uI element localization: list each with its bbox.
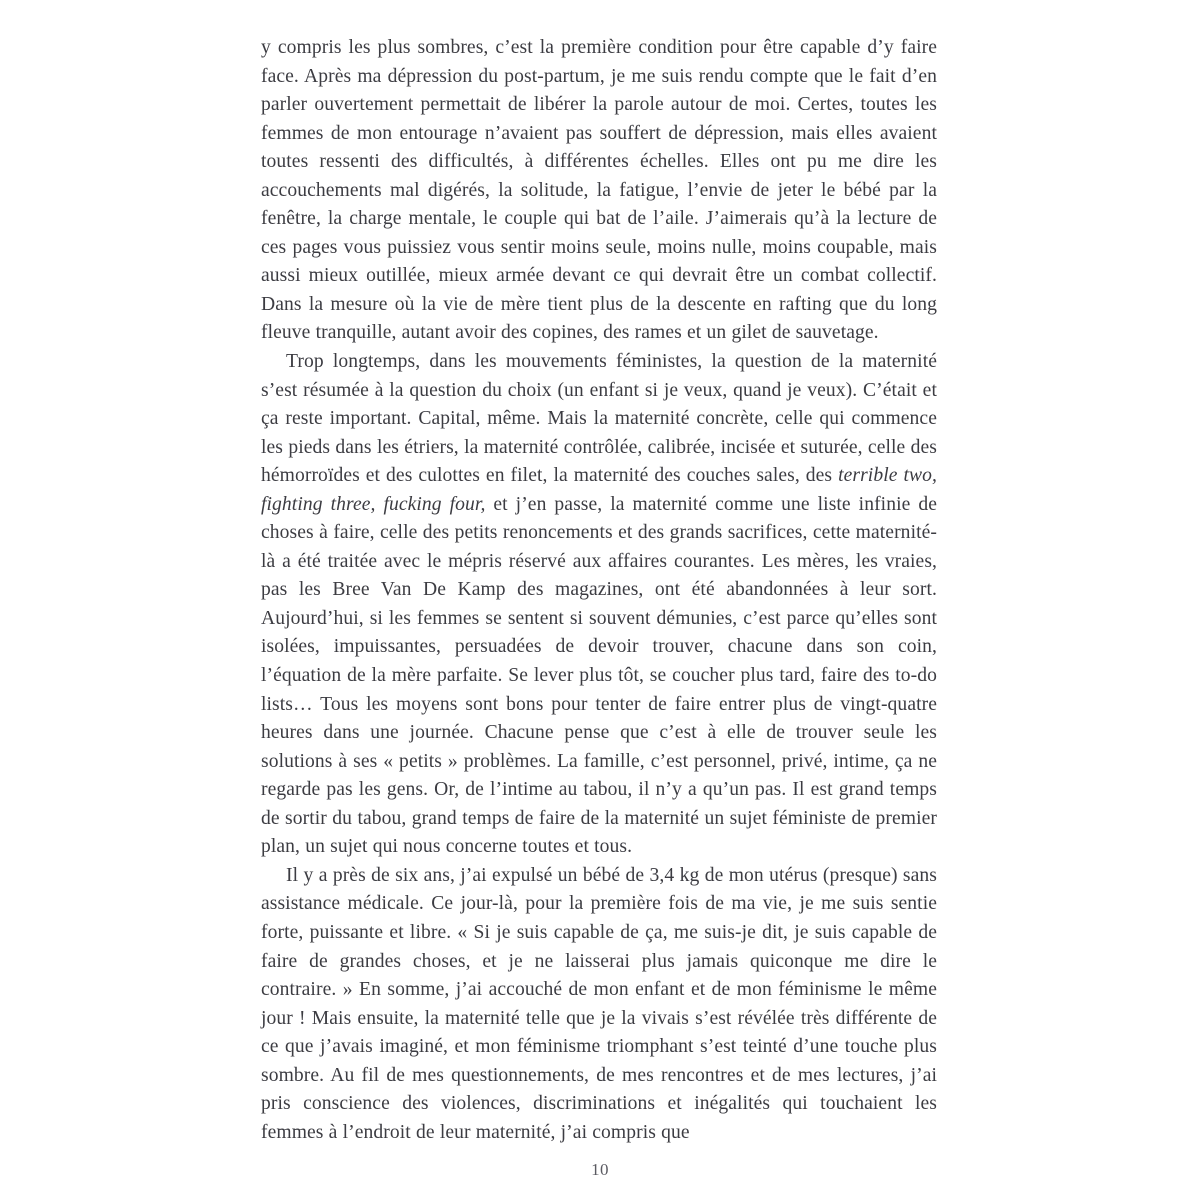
italic-phrase: terrible two, fighting three, fucking four, (261, 465, 937, 515)
text-run: et j’en passe, la maternité comme une liste infinie de choses à faire, celle des petits renoncements et des grands sacrifices, cette maternité-là a été traitée avec le mépris réservé aux affaires courantes. Les mères, les vraies, pas les Bree Van De Kamp des magazines, ont été abandonnées à leur sort. Aujourd’hui, si les femmes se sentent si souvent démunies, c’est parce qu’elles sont isolées, impuissantes, persuadées de devoir trouver, chacune dans son coin, l’équation de la mère parfaite. Se lever plus tôt, se coucher plus tard, faire des to-do lists… Tous les moyens sont bons pour tenter de faire entrer plus de vingt-quatre heures dans une journée. Chacune pense que c’est à elle de trouver seule les solutions à ses « petits » problèmes. La famille, c’est personnel, privé, intime, ça ne regarde pas les gens. Or, de l’intime au tabou, il n’y a qu’un pas. Il est grand temps de sortir du tabou, grand temps de faire de la maternité un sujet féministe de premier plan, un sujet qui nous concerne toutes et tous. (261, 493, 937, 858)
paragraph-body (261, 862, 937, 1147)
paragraph-continuation (261, 34, 937, 348)
text-run: Trop longtemps, dans les mouvements féministes, la question de la maternité s’est résumée à la question du choix (un enfant si je veux, quand je veux). C’était et ça reste important. Capital, même. Mais la maternité concrète, celle qui commence les pieds dans les étriers, la maternité contrôlée, calibrée, incisée et suturée, celle des hémorroïdes et des culottes en filet, la maternité des couches sales, des (261, 351, 937, 487)
text-run: y compris les plus sombres, c’est la première condition pour être capable d’y faire face. Après ma dépression du post-partum, je me suis rendu compte que le fait d’en parler ouvertement permettait de libérer la parole autour de moi. Certes, toutes les femmes de mon entourage n’avaient pas souffert de dépression, mais elles avaient toutes ressenti des difficultés, à différentes échelles. Elles ont pu me dire les accouchements mal digérés, la solitude, la fatigue, l’envie de jeter le bébé par la fenêtre, la charge mentale, le couple qui bat de l’aile. J’aimerais qu’à la lecture de ces pages vous puissiez vous sentir moins seule, moins nulle, moins coupable, mais aussi mieux outillée, mieux armée devant ce qui devrait être un combat collectif. Dans la mesure où la vie de mère tient plus de la descente en rafting que du long fleuve tranquille, autant avoir des copines, des rames et un gilet de sauvetage. (261, 37, 937, 344)
paragraph-body (261, 348, 937, 862)
page-number: 10 (591, 1160, 609, 1179)
text-run: Il y a près de six ans, j’ai expulsé un bébé de 3,4 kg de mon utérus (presque) sans assistance médicale. Ce jour-là, pour la première fois de ma vie, je me suis sentie forte, puissante et libre. « Si je suis capable de ça, me suis-je dit, je suis capable de faire de grandes choses, et je ne laisserai plus jamais quiconque me dire le contraire. » En somme, j’ai accouché de mon enfant et de mon féminisme le même jour ! Mais ensuite, la maternité telle que je la vivais s’est révélée très différente de ce que j’avais imaginé, et mon féminisme triomphant s’est teinté d’une touche plus sombre. Au fil de mes questionnements, de mes rencontres et de mes lectures, j’ai pris conscience des violences, discriminations et inégalités qui touchaient les femmes à l’endroit de leur maternité, j’ai compris que (261, 864, 937, 1143)
page-text-block (261, 34, 937, 1147)
